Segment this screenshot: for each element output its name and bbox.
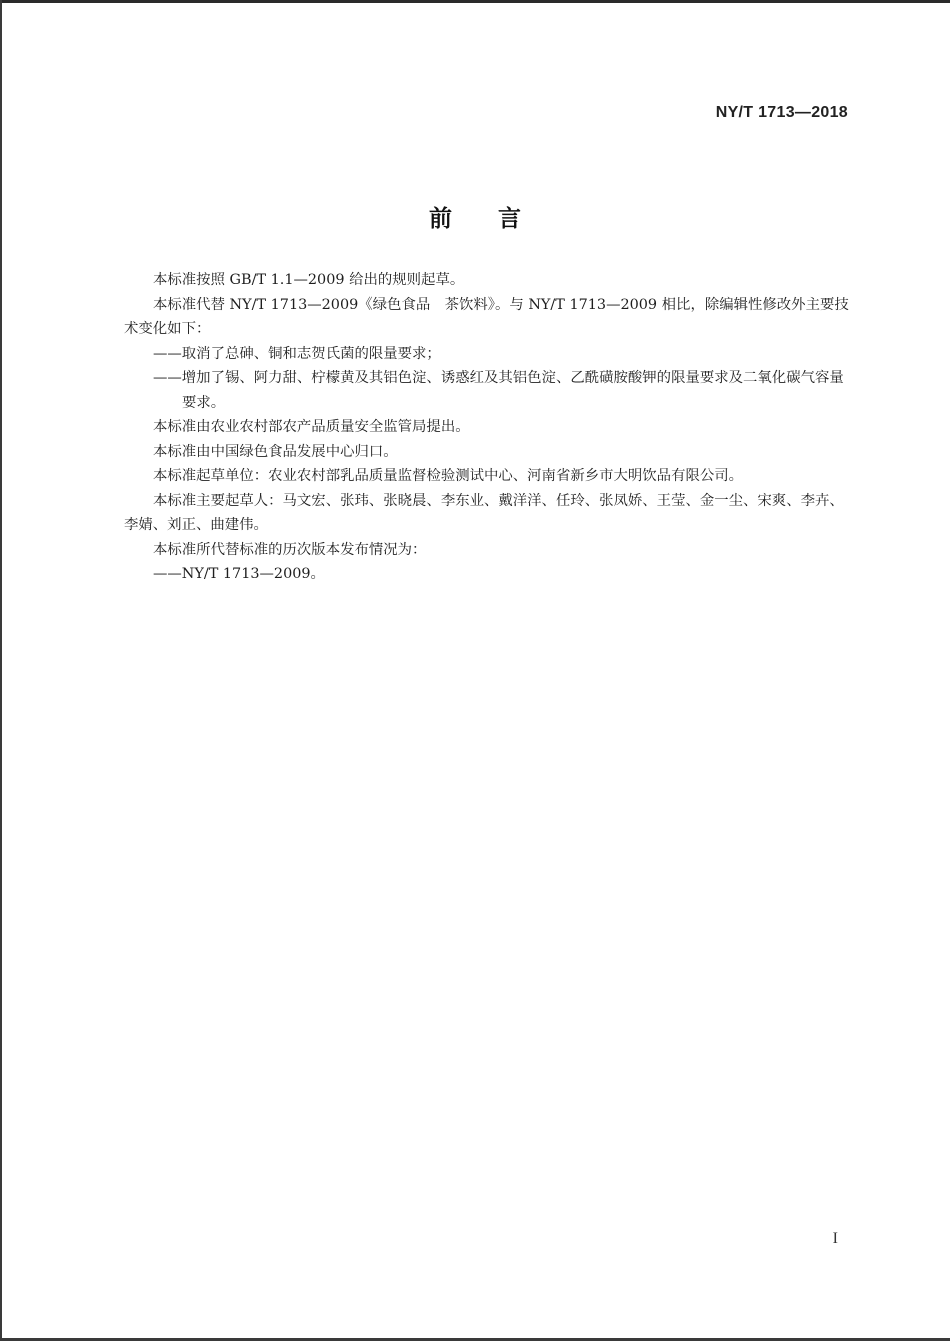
paragraph-centralized-by: 本标准由中国绿色食品发展中心归口。 (153, 443, 398, 460)
list-item-removed-limits: ——取消了总砷、铜和志贺氏菌的限量要求； (153, 345, 441, 362)
document-code: NY/T 1713—2018 (715, 104, 848, 121)
paragraph-history: 本标准所代替标准的历次版本发布情况为： (153, 541, 427, 558)
paragraph-drafters: 本标准主要起草人：马文宏、张玮、张晓晨、李东业、戴洋洋、任玲、张凤娇、王莹、金一尘、宋爽、李卉、李婧、刘正、曲建伟。 (124, 492, 844, 533)
page-title: 前言 (429, 206, 567, 232)
page-number: I (832, 1230, 838, 1247)
paragraph-replacement: 本标准代替 NY/T 1713—2009《绿色食品 茶饮料》。与 NY/T 1713—2009 相比，除编辑性修改外主要技术变化如下： (124, 296, 849, 337)
paragraph-drafting-rules: 本标准按照 GB/T 1.1—2009 给出的规则起草。 (153, 272, 465, 288)
scan-border-top (0, 0, 950, 3)
foreword-body (124, 268, 850, 587)
paragraph-drafting-units: 本标准起草单位：农业农村部乳品质量监督检验测试中心、河南省新乡市大明饮品有限公司。 (153, 468, 744, 484)
list-item-added-limits: ——增加了锡、阿力甜、柠檬黄及其铝色淀、诱惑红及其铝色淀、乙酰磺胺酸钾的限量要求及二氧化碳气容量要求。 (153, 370, 844, 411)
list-item-previous-version: ——NY/T 1713—2009。 (153, 566, 325, 582)
paragraph-proposed-by: 本标准由农业农村部农产品质量安全监管局提出。 (153, 419, 470, 435)
